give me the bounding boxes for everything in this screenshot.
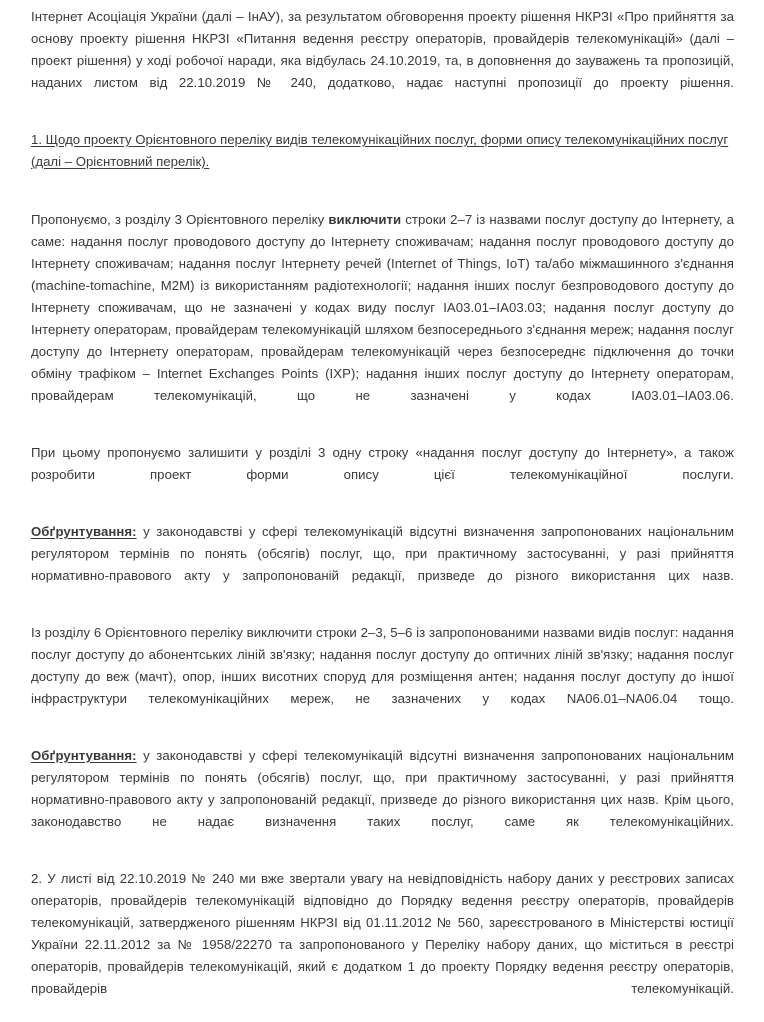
section-heading-1-line-1: 1. Щодо проекту Орієнтовного переліку видів телекомунікаційних послуг, форми опису телекомунікаційних послуг	[31, 132, 729, 147]
justification-text-1: у законодавстві у сфері телекомунікацій відсутні визначення запропонованих національним регулятором термінів по понять (обсягів) послуг, що, при практичному застосуванні, у разі прийняття нормативно-правового акту у запропонованій редакції, призведе до різного використання цих назв.	[31, 524, 734, 583]
document-body	[31, 6, 734, 1022]
justification-label-2: Обґрунтування:	[31, 748, 137, 763]
section-heading-1-line-2: (далі – Орієнтовний перелік).	[31, 154, 210, 169]
paragraph-exclude-lead: Пропонуємо, з розділу 3 Орієнтовного переліку	[31, 212, 329, 227]
paragraph-justification-1	[31, 521, 734, 609]
section-heading-1	[31, 129, 734, 195]
paragraph-intro: Інтернет Асоціація України (далі – ІнАУ), за результатом обговорення проекту рішення НКРЗІ «Про прийняття за основу проекту рішення НКРЗІ «Питання ведення реєстру операторів, провайдерів телекомунікацій» (далі – проект рішення) у ході робочої наради, яка відбулась 24.10.2019, та, в доповнення до зауважень та пропозицій, наданих листом від 22.10.2019 № 240, додатково, надає наступні пропозиції до проекту рішення.	[31, 9, 734, 90]
paragraph-exclude-rest: строки 2–7 із назвами послуг доступу до Інтернету, а саме: надання послуг проводового доступу до Інтернету споживачам; надання послуг проводового доступу до Інтернету споживачам; надання послуг Інтернету речей (Internet of Things, IoT) та/або міжмашинного з'єднання (machine-tomachine, M2M) із використанням радіотехнології; надання інших послуг безпроводового доступу до Інтернету споживачам, що не зазначені у кодах виду послуг IA03.01–IA03.03; надання послуг доступу до Інтернету операторам, провайдерам телекомунікацій шляхом безпосереднього з'єднання мереж; надання послуг доступу до Інтернету операторам, провайдерам телекомунікацій через безпосереднє підключення до точки обміну трафіком – Internet Exchanges Points (IXP); надання інших послуг доступу до Інтернету операторам, провайдерам телекомунікацій, що не зазначені у кодах IA03.01–IA03.06.	[31, 212, 734, 403]
emphasis-vyklyuchyty: виключити	[328, 212, 402, 227]
justification-label-1: Обґрунтування:	[31, 524, 137, 539]
paragraph-keep-one-row: При цьому пропонуємо залишити у розділі 3 одну строку «надання послуг доступу до Інтернету», а також розробити проект форми опису цієї телекомунікаційної послуги.	[31, 445, 734, 482]
paragraph-item-2: 2. У листі від 22.10.2019 № 240 ми вже звертали увагу на невідповідність набору даних у реєстрових записах операторів, провайдерів телекомунікацій відповідно до Порядку ведення реєстру операторів, провайдерів телекомунікацій, затвердженого рішенням НКРЗІ від 01.11.2012 № 560, зареєстрованого в Міністерстві юстиції України 22.11.2012 за № 1958/22270 та запропонованого у Переліку набору даних, що міститься в реєстрі операторів, провайдерів телекомунікацій, який є додатком 1 до проекту Порядку ведення реєстру операторів, провайдерів телекомунікацій.	[31, 871, 734, 996]
justification-text-2: у законодавстві у сфері телекомунікацій відсутні визначення запропонованих національним регулятором термінів по понять (обсягів) послуг, що, при практичному застосуванні, у разі прийняття нормативно-правового акту у запропонованій редакції, призведе до різного використання цих назв. Крім цього, законодавство не надає визначення таких послуг, саме як телекомунікаційних.	[31, 748, 734, 829]
paragraph-justification-2	[31, 745, 734, 855]
paragraph-exclude-section-6: Із розділу 6 Орієнтовного переліку виключити строки 2–3, 5–6 із запропонованими назвами видів послуг: надання послуг доступу до абонентських ліній зв'язку; надання послуг доступу до оптичних ліній зв'язку; надання послуг доступу до веж (мачт), опор, інших висотних споруд для розміщення антен; надання послуг доступу до іншої інфраструктури телекомунікаційних мереж, не зазначених у кодах NA06.01–NA06.04 тощо.	[31, 625, 734, 706]
paragraph-exclude-section-3	[31, 209, 734, 429]
